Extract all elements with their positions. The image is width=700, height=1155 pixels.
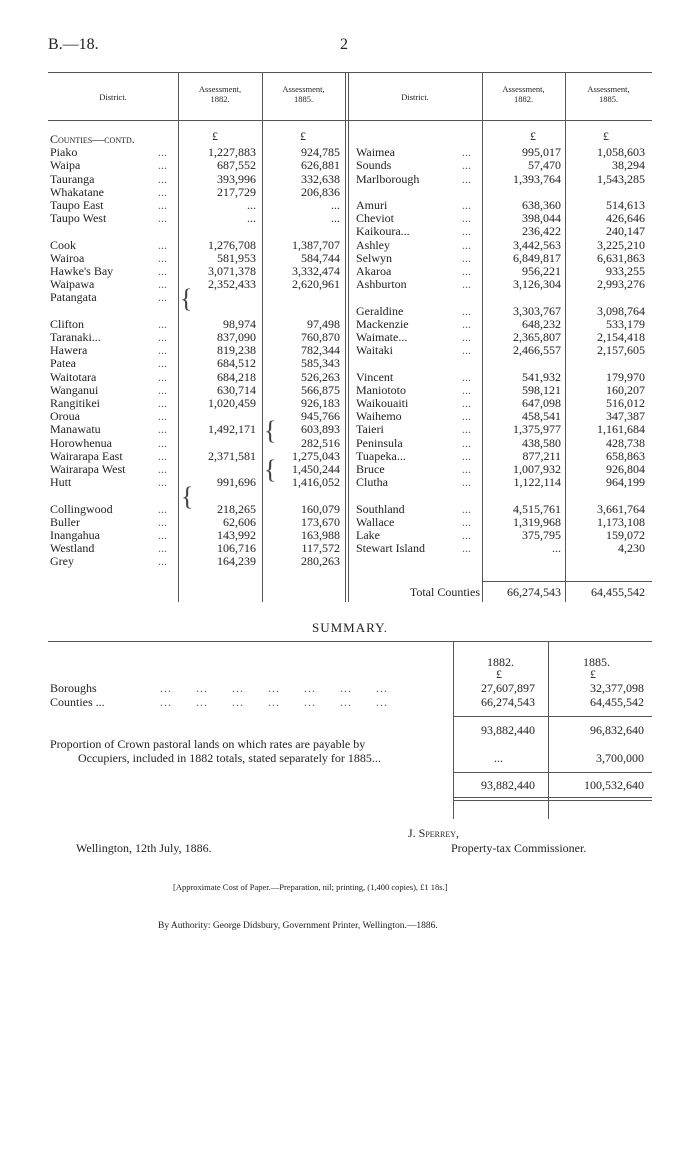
value-1882: 3,071,378 [208,264,256,278]
district-name: Kaikoura... [356,224,410,239]
leader-dots: ... [462,514,471,529]
leader-dots: ... [158,330,167,344]
summary-boroughs-1885: 32,377,098 [590,681,644,695]
value-1882: 3,126,304 [513,277,561,292]
leader-dots: ... [158,250,167,265]
district-name: Hawke's Bay [50,264,114,278]
col-header-district: District. [401,92,429,102]
leader-dots: ... [158,514,167,529]
value-1885: 160,207 [606,382,645,397]
district-name: Wairoa [50,250,85,265]
district-name: Tauranga [50,171,95,186]
value-1885: 1,173,108 [597,514,645,529]
district-name: Hawera [50,343,88,358]
value-1882: ... [247,198,256,212]
value-1882: 6,849,817 [513,250,561,265]
leader-dots: ... [158,184,167,199]
district-name: Taranaki... [50,330,101,344]
total-label: Total Counties [409,585,480,599]
leader-dots: ... [462,541,471,556]
district-name: Maniototo [356,382,406,397]
district-name: Waihemo [356,409,402,424]
brace-icon: { [264,416,277,445]
district-name: Peninsula [356,435,403,450]
value-1882: 638,360 [522,198,561,212]
col-header-district: District. [99,92,127,102]
value-1885: 206,836 [301,184,340,199]
district-name: Marlborough [356,171,420,186]
district-name: Waipa [50,158,81,173]
col-rule [345,72,346,602]
value-1882: 647,098 [522,396,561,410]
leader-dots: ... [462,528,471,542]
leader-dots: ... [158,475,167,490]
value-1885: 782,344 [301,343,340,358]
district-name: Taupo West [50,211,107,226]
value-1882: 1,227,883 [208,145,256,160]
pound-sign: £ [300,129,306,143]
value-1882: 837,090 [217,330,256,344]
value-1885: 2,620,961 [292,277,340,292]
leader-dots: ... [462,448,471,463]
value-1885: 282,516 [301,435,340,450]
leader-dots: ... [462,158,471,173]
signature-name: J. Sperrey, [408,826,460,840]
value-1885: 526,263 [301,369,340,384]
leader-dots: ... [462,382,471,397]
summary-year-1882: 1882. [487,655,514,669]
leader-dots: ... [462,303,471,318]
district-name: Patangata [50,290,97,305]
table-top-rule [48,72,652,73]
summary-top-rule [48,641,652,642]
pound-sign: £ [530,129,536,143]
summary-title: SUMMARY. [312,620,389,635]
leader-dots: ... [462,171,471,186]
pound-sign: £ [590,667,596,681]
leader-dots: ... [158,382,167,397]
value-1885: 760,870 [301,330,340,344]
leader-dots: ... [462,237,471,252]
district-name: Sounds [356,158,392,173]
district-name: Bruce [356,462,385,476]
leader-dots: ... [158,448,167,463]
pound-sign: £ [212,129,218,143]
value-1885: 280,263 [301,554,340,569]
leader-dots: ... [158,158,167,173]
value-1885: 516,012 [606,396,645,410]
district-name: Clutha [356,475,388,490]
value-1885: 1,058,603 [597,145,645,160]
value-1885: ... [331,198,340,212]
value-1885: 926,183 [301,396,340,410]
value-1882: 143,992 [217,528,256,542]
value-1882: 164,239 [217,554,256,569]
district-name: Cook [50,237,77,252]
district-name: Waikouaiti [356,396,409,410]
value-1882: ... [247,211,256,226]
total-rule [482,581,652,582]
summary-counties-label: Counties ... [50,695,105,709]
value-1885: 924,785 [301,145,340,160]
leader-dots: ... [462,396,471,410]
summary-crown-1882: ... [494,751,503,765]
district-name: Amuri [356,198,388,212]
leader-dots: ... [158,554,167,569]
leader-dots: ... [462,211,471,226]
summary-sub-1885: 96,832,640 [590,723,644,737]
leader-dots: ... [158,435,167,450]
value-1885: 3,661,764 [597,501,645,516]
leader-dots: ... [462,264,471,278]
summary-sub-1882: 93,882,440 [481,723,535,737]
value-1885: 2,993,276 [597,277,645,292]
district-name: Stewart Island [356,541,425,556]
leader-dots: ... [462,422,471,437]
leader-dots: ... [462,277,471,292]
leader-dots: ... [462,343,471,358]
value-1882: 57,470 [528,158,561,173]
leader-dots: ... [462,330,471,344]
value-1882: 106,716 [217,541,256,556]
district-name: Wanganui [50,382,99,397]
value-1882: 3,442,563 [513,237,561,252]
leader-dots: ... [158,211,167,226]
value-1885: 426,646 [606,211,645,226]
value-1882: 393,996 [217,171,256,186]
district-name: Mackenzie [356,316,409,331]
district-name: Wallace [356,514,395,529]
value-1885: 160,079 [301,501,340,516]
district-name: Wairarapa West [50,462,126,476]
leader-dots: ... [158,237,167,252]
value-1882: 1,393,764 [513,171,561,186]
leader-dots: ... [158,277,167,292]
district-name: Piako [50,145,78,160]
value-1882: 458,541 [522,409,561,424]
summary-year-1885: 1885. [583,655,610,669]
value-1885: 3,098,764 [597,303,645,318]
page-ref: B.—18. [48,36,99,53]
leader-dots: ... [462,250,471,265]
value-1885: 658,863 [606,448,645,463]
leader-dots: ... [462,475,471,490]
summary-total-1882: 93,882,440 [481,778,535,792]
leader-dots: ... ... ... ... ... ... ... [160,695,388,709]
summary-boroughs-label: Boroughs [50,681,97,695]
district-name: Westland [50,541,95,556]
district-name: Selwyn [356,250,392,265]
value-1885: 428,738 [606,435,645,450]
value-1885: 2,157,605 [597,343,645,358]
pound-sign: £ [496,667,502,681]
value-1885: 347,387 [606,409,645,424]
leader-dots: ... [158,343,167,358]
value-1885: 179,970 [606,369,645,384]
value-1882: 687,552 [217,158,256,173]
value-1882: 956,221 [522,264,561,278]
leader-dots: ... ... ... ... ... ... ... [160,681,388,695]
district-name: Vincent [356,369,394,384]
value-1885: 4,230 [618,541,645,556]
leader-dots: ... [462,501,471,516]
summary-double-rule [453,797,652,798]
leader-dots: ... [158,290,167,305]
summary-total-1885: 100,532,640 [584,778,644,792]
value-1882: 630,714 [217,382,256,397]
value-1885: 626,881 [301,158,340,173]
col-header-1885: Assessment, 1885. [282,84,325,104]
leader-dots: ... [462,369,471,384]
district-name: Manawatu [50,422,101,437]
value-1882: 819,238 [217,343,256,358]
value-1882: 684,218 [217,369,256,384]
value-1882: 438,580 [522,435,561,450]
table-header-rule [48,120,652,121]
district-name: Tuapeka... [356,448,406,463]
value-1885: 1,450,244 [292,462,340,476]
value-1885: 159,072 [606,528,645,542]
leader-dots: ... [158,409,167,424]
leader-dots: ... [158,528,167,542]
printer-note: By Authority: George Didsbury, Government Printer, Wellington.—1886. [158,921,438,931]
summary-total-rule [453,772,652,773]
brace-icon: { [181,482,194,511]
district-name: Wairarapa East [50,448,123,463]
value-1882: 218,265 [217,501,256,516]
district-name: Buller [50,514,80,529]
leader-dots: ... [462,316,471,331]
leader-dots: ... [462,145,471,160]
summary-double-rule [453,800,652,801]
signature-title: Property-tax Commissioner. [451,841,587,855]
value-1885: ... [331,211,340,226]
value-1882: 598,121 [522,382,561,397]
value-1885: 566,875 [301,382,340,397]
value-1882: 2,365,807 [513,330,561,344]
district-name: Cheviot [356,211,394,226]
district-name: Waimea [356,145,396,160]
value-1882: 62,606 [223,514,256,529]
summary-boroughs-1882: 27,607,897 [481,681,535,695]
leader-dots: ... [158,171,167,186]
district-name: Grey [50,554,74,569]
leader-dots: ... [158,501,167,516]
district-name: Collingwood [50,501,113,516]
col-header-1882: Assessment, 1882. [502,84,545,104]
value-1882: 995,017 [522,145,561,160]
summary-sub-rule [453,716,652,717]
value-1885: 603,893 [301,422,340,437]
district-name: Inangahua [50,528,100,542]
leader-dots: ... [462,198,471,212]
leader-dots: ... [158,264,167,278]
district-name: Rangitikei [50,396,100,410]
value-1882: 4,515,761 [513,501,561,516]
leader-dots: ... [158,369,167,384]
value-1882: 217,729 [217,184,256,199]
value-1885: 3,332,474 [292,264,340,278]
value-1885: 3,225,210 [597,237,645,252]
value-1885: 964,199 [606,475,645,490]
value-1882: 1,492,171 [208,422,256,437]
col-rule [348,72,349,602]
place-date: Wellington, 12th July, 1886. [76,841,212,855]
value-1882: 1,122,114 [513,475,561,490]
district-name: Waitotara [50,369,97,384]
leader-dots: ... [158,356,167,371]
value-1882: 1,276,708 [208,237,256,252]
value-1882: ... [552,541,561,556]
district-name: Taupo East [50,198,104,212]
value-1882: 991,696 [217,475,256,490]
brace-icon: { [264,455,277,484]
value-1882: 1,319,968 [513,514,561,529]
district-name: Counties—contd. [50,132,135,146]
district-name: Geraldine [356,303,404,318]
district-name: Southland [356,501,405,516]
value-1885: 1,275,043 [292,448,340,463]
page-number: 2 [340,36,348,53]
leader-dots: ... [158,198,167,212]
col-header-1882: Assessment, 1882. [198,84,242,104]
summary-counties-1885: 64,455,542 [590,695,644,709]
value-1885: 933,255 [606,264,645,278]
value-1885: 533,179 [606,316,645,331]
district-name: Whakatane [50,184,104,199]
leader-dots: ... [158,541,167,556]
summary-crown-line2: Occupiers, included in 1882 totals, stated separately for 1885... [78,751,381,765]
value-1885: 1,387,707 [292,237,340,252]
summary-crown-line1: Proportion of Crown pastoral lands on which rates are payable by [50,737,366,751]
value-1882: 98,974 [223,316,256,331]
leader-dots: ... [462,224,471,239]
value-1885: 926,804 [606,462,645,476]
value-1885: 163,988 [301,528,340,542]
value-1885: 332,638 [301,171,340,186]
leader-dots: ... [158,396,167,410]
value-1885: 585,343 [301,356,340,371]
value-1882: 1,020,459 [208,396,256,410]
leader-dots: ... [462,409,471,424]
value-1885: 97,498 [307,316,340,331]
value-1885: 240,147 [606,224,645,239]
value-1882: 1,375,977 [513,422,561,437]
value-1885: 1,543,285 [597,171,645,186]
district-name: Waimate... [356,330,408,344]
pound-sign: £ [603,129,609,143]
col-header-1885: Assessment, 1885. [587,84,630,104]
summary-counties-1882: 66,274,543 [481,695,535,709]
district-name: Taieri [356,422,384,437]
leader-dots: ... [158,462,167,476]
value-1885: 38,294 [612,158,645,173]
district-name: Clifton [50,316,85,331]
district-name: Akaroa [356,264,392,278]
value-1882: 648,232 [522,316,561,331]
value-1882: 2,352,433 [208,277,256,292]
value-1882: 398,044 [522,211,561,226]
value-1882: 2,466,557 [513,343,561,358]
leader-dots: ... [462,435,471,450]
value-1885: 6,631,863 [597,250,645,265]
district-name: Patea [50,356,76,371]
value-1885: 584,744 [301,250,340,265]
leader-dots: ... [158,422,167,437]
leader-dots: ... [158,145,167,160]
cost-note: [Approximate Cost of Paper.—Preparation, nil; printing, (1,400 copies), £1 18s.] [173,882,448,892]
value-1885: 2,154,418 [597,330,645,344]
value-1885: 117,572 [301,541,340,556]
district-name: Waitaki [356,343,394,358]
value-1882: 375,795 [522,528,561,542]
brace-icon: { [180,284,193,313]
value-1882: 1,007,932 [513,462,561,476]
district-name: Horowhenua [50,435,112,450]
district-name: Hutt [50,475,72,490]
summary-crown-1885: 3,700,000 [596,751,644,765]
value-1882: 3,303,767 [513,303,561,318]
district-name: Ashburton [356,277,407,292]
value-1885: 173,670 [301,514,340,529]
value-1882: 2,371,581 [208,448,256,463]
value-1885: 945,766 [301,409,340,424]
value-1882: 877,211 [522,448,561,463]
district-name: Oroua [50,409,80,424]
leader-dots: ... [158,316,167,331]
value-1885: 1,416,052 [292,475,340,490]
value-1882: 236,422 [522,224,561,239]
value-1882: 581,953 [217,250,256,265]
value-1882: 684,512 [217,356,256,371]
district-name: Lake [356,528,380,542]
district-name: Waipawa [50,277,95,292]
value-1885: 514,613 [606,198,645,212]
total-1885: 64,455,542 [591,585,645,599]
total-1882: 66,274,543 [507,585,561,599]
leader-dots: ... [462,462,471,476]
value-1882: 541,932 [522,369,561,384]
district-name: Ashley [356,237,390,252]
value-1885: 1,161,684 [597,422,645,437]
